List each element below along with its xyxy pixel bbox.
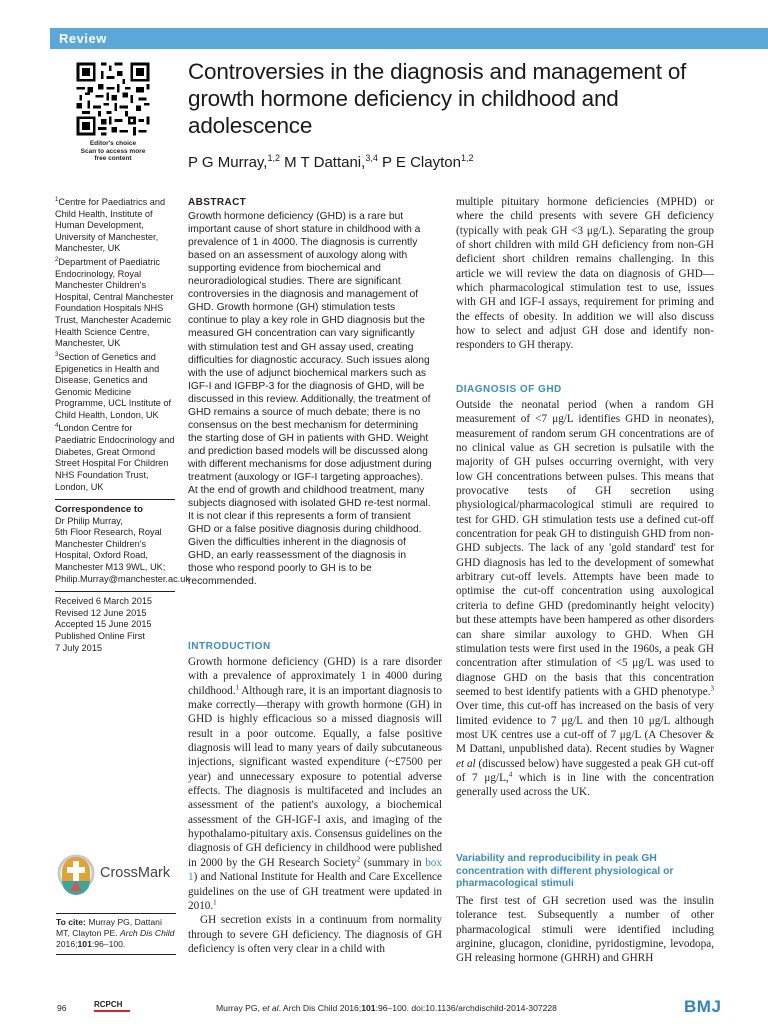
affiliation: $^1$Centre for Paediatrics and Child Health, Institute of Human Development, University of Manchester, Manchester, UK (55, 197, 166, 254)
author-list: P G Murray,$^{1,2}$ M T Dattani,$^{3,4}$ P E Clayton$^{1,2}$ (188, 153, 474, 171)
author-name[interactable]: M T Dattani, (284, 154, 366, 171)
reference-link[interactable]: 3 (710, 684, 714, 693)
page-footer (0, 995, 768, 1019)
correspondence: Correspondence to Dr Philip Murray, 5th Floor Research, Royal Manchester Children's Hospital, Oxford Road, Manchester M13 9WL, UK; Philip.Murray@manchester.ac.uk (55, 504, 190, 584)
page-number: 96 (57, 1003, 67, 1013)
correspondence-heading: Correspondence to (55, 504, 143, 516)
section-banner (50, 28, 768, 49)
rcpch-logo-icon (94, 998, 134, 1016)
author-name[interactable]: P G Murray, (188, 154, 268, 171)
author-name[interactable]: P E Clayton (382, 154, 461, 171)
abstract-text: Growth hormone deficiency (GHD) is a rare but important cause of short stature in childhood with a prevalence of 1 in 4000. The diagnosis is currently based on an assessment of auxology along with supporting evidence from biochemical and neuroradiological studies. There are significant controversies in the diagnosis and management of GHD. Growth hormone (GH) stimulation tests continue to play a key role in GHD diagnosis but the measured GH concentration can vary significantly with stimulation test and GH assay used, creating difficulties for diagnostic accuracy. Such issues along with the use of adjunct biochemical markers such as IGF-I and IGFBP-3 for the diagnosis of GHD, will be discussed in this review. Additionally, the treatment of GHD remains a source of much debate; there is no consensus on the best mechanism for determining the starting dose of GH in patients with GHD. Weight and prediction based models will be discussed along with different mechanisms for dose adjustment during treatment (auxology or IGF-I targeting approaches). At the end of growth and childhood treatment, many subjects diagnosed with isolated GHD re-test normal. It is not clear if this represents a form of transient GHD or a false positive diagnosis during childhood. Given the difficulties inherent in the diagnosis of GHD, an early reassessment of the diagnosis in those who respond poorly to GH is to be recommended. (188, 211, 432, 588)
affiliations (55, 195, 175, 493)
bmj-logo: BMJ (684, 997, 722, 1016)
section-label: Review (59, 31, 107, 46)
introduction-continued: multiple pituitary hormone deficiencies (MPHD) or where the child presents with severe GH deficiency (typically with peak GH <3 μg/L). Separating the group of short children with mild GH deficiency from non-GH deficient short children remains challenging. In this article we will review the data on diagnosis of GHD—which pharmacological stimulation test to use, issues with GH and IGF-I assays, requirement for priming and the effects of obesity. In addition we will also discuss how to select and adjust GH dose and identify non-responders to GH therapy. (456, 196, 714, 352)
reference-link[interactable]: 4 (508, 770, 513, 779)
crossmark-icon[interactable] (56, 853, 96, 897)
sidebar-column (55, 195, 190, 654)
cite-box: To cite: Murray PG, Dattani MT, Clayton PE. Arch Dis Child 2016;101:96–100. (56, 913, 176, 955)
box-1-link[interactable]: box 1 (188, 856, 442, 884)
diagnosis-body: Outside the neonatal period (when a random GH measurement of <7 μg/L identifies GHD in neonates), measurement of random serum GH concentrations are of no clinical value as GH secretion is pulsatile with the majority of GH pulses occurring overnight, with very low GH concentrations between pulses. This means that provocative tests of GH secretion using physiological/pharmacological stimuli are required to test for GHD. GH stimulation tests use a defined cut-off concentration for peak GH to distinguish GHD from non-GHD subjects. The lack of any 'gold standard' test for GHD diagnosis has led to the development of somewhat arbitrary cut-off levels. Attempts have been made to optimise the cut-off concentration using auxological criteria to define GHD (predominantly height velocity) but these attempts have been hampered as other disorders can share similar auxology to GHD. When GH stimulation tests were first used in the 1960s, a peak GH concentration after stimulation of <5 μg/L was used to diagnose GHD on the basis that this concentration seemed to best identify patients with a GHD phenotype.$^3$ Over time, this cut-off has increased on the basis of very limited evidence to 7 μg/L and then 10 μg/L although most UK centres use a cut-off of 7 μg/L (A Chesover & M Dattani, unpublished data). Recent studies by Wagner et al (discussed below) have suggested a peak GH cut-off of 7 μg/L,$^4$ which is in line with the concentration generally used across the UK. (456, 399, 715, 799)
qr-code-icon[interactable] (74, 60, 152, 138)
article-dates: Received 6 March 2015 Revised 12 June 2015 Accepted 15 June 2015 Published Online First 7 July 2015 (55, 596, 153, 653)
abstract (188, 196, 434, 588)
reference-link[interactable]: 1 (213, 898, 217, 907)
divider (55, 499, 175, 500)
affiliation: $^3$Section of Genetics and Epigenetics in Health and Disease, Genetics and Genomic Medicine Programme, UCL Institute of Child Health, London, UK (55, 351, 172, 420)
paragraph: GH secretion exists in a continuum from normality through to severe GH deficiency. The diagnosis of GH deficiency is often very clear in a child with (188, 914, 442, 955)
reference-link[interactable]: 2 (356, 855, 361, 864)
correspondence-email-link[interactable]: Philip.Murray@manchester.ac.uk (55, 573, 190, 584)
qr-caption: Editor's choice Scan to access more free content (80, 140, 146, 162)
reference-link[interactable]: 1 (235, 682, 240, 691)
introduction-body (188, 655, 442, 956)
variability-body: The first test of GH secretion used was the insulin tolerance test. Subsequently a number of other pharmacological stimuli were identified including arginine, glucagon, clonidine, pyridostigmine, levodopa, GH releasing hormone (GHRH) and GHRH (456, 895, 714, 965)
affiliation: $^2$Department of Paediatric Endocrinology, Royal Manchester Children's Hospital, Central Manchester Foundation Hospitals NHS Trust, Manchester Academic Health Science Centre, Manchester, UK (55, 257, 174, 349)
abstract-heading: ABSTRACT (188, 197, 247, 208)
affiliation: $^4$London Centre for Paediatric Endocrinology and Diabetes, Great Ormond Street Hospital For Children NHS Foundation Trust, London, UK (55, 423, 175, 492)
qr-block[interactable] (72, 60, 154, 163)
diagnosis-heading: DIAGNOSIS OF GHD (456, 384, 562, 395)
crossmark-label: CrossMark (100, 865, 171, 881)
svg-text:RCPCH: RCPCH (94, 1000, 123, 1009)
footer-citation: Murray PG, et al. Arch Dis Child 2016;101:96–100. doi:10.1136/archdischild-2014-307228 (216, 1003, 557, 1013)
article-title: Controversies in the diagnosis and management of growth hormone deficiency in childhood and adolescence (188, 59, 687, 138)
introduction-heading: INTRODUCTION (188, 641, 271, 652)
paragraph: Growth hormone deficiency (GHD) is a rare disorder with a prevalence of approximately 1 in 4000 during childhood.$^1$ Although rare, it is an important diagnosis to make correctly—therapy with growth hormone (GH) in GHD is highly efficacious so a missed diagnosis will result in a poor outcome. Equally, a false positive diagnosis will lead to many years of daily subcutaneous injections, significant wasted expenditure (~£7500 per year) and unnecessary exposure to potential adverse effects. The diagnosis is multifaceted and includes an assessment of the patient's auxology, a biochemical assessment of the GH-IGF-I axis, and imaging of the hypothalamo-pituitary axis. Consensus guidelines on the diagnosis of GH deficiency in childhood were published in 2000 by the GH Research Society$^2$ (summary in box 1) and National Institute for Health and Care Excellence guidelines on the use of GH treatment were updated in 2010.$^1$ (188, 656, 442, 912)
variability-heading: Variability and reproducibility in peak GH concentration with different physiological or pharmacological stimuli (456, 853, 674, 889)
divider (55, 591, 175, 592)
crossmark-badge[interactable] (56, 853, 176, 899)
